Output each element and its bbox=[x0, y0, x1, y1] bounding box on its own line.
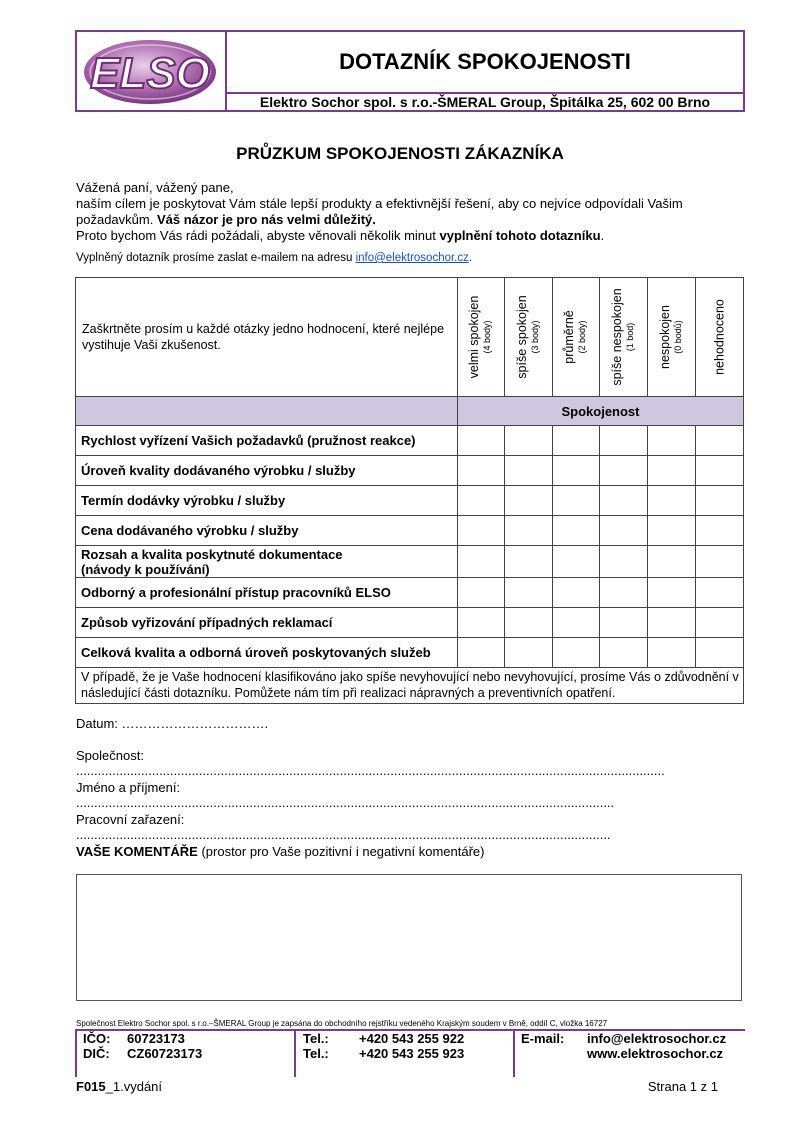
rating-cell[interactable] bbox=[505, 486, 553, 516]
position-field[interactable]: Pracovní zařazení: .................................................................................................................................................... bbox=[76, 812, 611, 842]
date-field[interactable] bbox=[76, 716, 268, 731]
rating-cell[interactable] bbox=[696, 516, 744, 546]
name-field[interactable]: Jméno a příjmení: ..................................................................................................................................................... bbox=[76, 780, 615, 810]
rating-cell[interactable] bbox=[553, 456, 600, 486]
question-text: Rozsah a kvalita poskytnuté dokumentace (návody k používání) bbox=[76, 546, 458, 578]
table-row bbox=[76, 516, 744, 546]
rating-cell[interactable] bbox=[458, 546, 505, 578]
question-text: Celková kvalita a odborná úroveň poskytovaných služeb bbox=[76, 638, 458, 668]
send-instructions: Vyplněný dotazník prosíme zaslat e-mailem na adresu info@elektrosochor.cz. bbox=[76, 252, 473, 264]
rating-cell[interactable] bbox=[648, 638, 696, 668]
rating-cell[interactable] bbox=[553, 578, 600, 608]
footer-separator bbox=[294, 1031, 296, 1077]
note-row bbox=[76, 668, 744, 704]
column-header: nespokojen (0 bodů) bbox=[648, 278, 696, 397]
question-text: Termín dodávky výrobku / služby bbox=[76, 486, 458, 516]
rating-cell[interactable] bbox=[553, 426, 600, 456]
rating-instruction: Zaškrtněte prosím u každé otázky jedno hodnocení, které nejlépe vystihuje Vaši zkušenost. bbox=[76, 278, 458, 397]
intro-line1: naším cílem je poskytovat Vám stále lepší produkty a efektivnější řešení, aby co nejvíce odpovídali Vašim bbox=[76, 196, 683, 211]
rating-cell[interactable] bbox=[600, 638, 648, 668]
table-row bbox=[76, 426, 744, 456]
rating-cell[interactable] bbox=[553, 486, 600, 516]
rating-cell[interactable] bbox=[600, 608, 648, 638]
rating-cell[interactable] bbox=[696, 638, 744, 668]
rating-cell[interactable] bbox=[505, 516, 553, 546]
page-number: Strana 1 z 1 bbox=[647, 1079, 718, 1094]
table-row bbox=[76, 608, 744, 638]
rating-cell[interactable] bbox=[600, 578, 648, 608]
rating-cell[interactable] bbox=[648, 546, 696, 578]
rating-cell[interactable] bbox=[458, 638, 505, 668]
comments-heading: VAŠE KOMENTÁŘE (prostor pro Vaše pozitivní i negativní komentáře) bbox=[76, 844, 485, 859]
rating-cell[interactable] bbox=[553, 608, 600, 638]
rating-cell[interactable] bbox=[600, 516, 648, 546]
column-header: velmi spokojen (4 body) bbox=[458, 278, 505, 397]
table-row bbox=[76, 546, 744, 578]
rating-table bbox=[75, 277, 744, 704]
rating-cell[interactable] bbox=[696, 546, 744, 578]
intro-emphasis: Váš názor je pro nás velmi důležitý. bbox=[156, 212, 376, 227]
rating-cell[interactable] bbox=[505, 546, 553, 578]
date-label: Datum: bbox=[76, 716, 118, 731]
rating-cell[interactable] bbox=[600, 456, 648, 486]
rating-cell[interactable] bbox=[696, 578, 744, 608]
rating-cell[interactable] bbox=[696, 426, 744, 456]
footer-contact bbox=[75, 1031, 745, 1077]
email-link[interactable]: info@elektrosochor.cz bbox=[355, 252, 469, 264]
rating-cell[interactable] bbox=[553, 638, 600, 668]
rating-cell[interactable] bbox=[458, 456, 505, 486]
question-text: Způsob vyřizování případných reklamací bbox=[76, 608, 458, 638]
logo-cell bbox=[77, 32, 227, 110]
question-text: Cena dodávaného výrobku / služby bbox=[76, 516, 458, 546]
rating-cell[interactable] bbox=[600, 426, 648, 456]
comments-textarea[interactable] bbox=[76, 874, 742, 1001]
company-field[interactable]: Společnost: ................................................................................................................................................................... bbox=[76, 748, 665, 778]
rating-cell[interactable] bbox=[648, 456, 696, 486]
footer-ids: IČO: 60723173 DIČ: CZ60723173 bbox=[83, 1031, 203, 1061]
rating-cell[interactable] bbox=[648, 426, 696, 456]
svg-text:ELSO: ELSO bbox=[90, 49, 210, 98]
footer-web: E-mail: info@elektrosochor.cz www.elektrosochor.cz bbox=[521, 1031, 727, 1061]
elso-logo bbox=[77, 32, 223, 110]
intro-paragraph bbox=[76, 180, 746, 244]
question-text: Úroveň kvality dodávaného výrobku / služby bbox=[76, 456, 458, 486]
justification-note: V případě, že je Vaše hodnocení klasifikováno jako spíše nevyhovující nebo nevyhovující, prosíme Vás o zdůvodnění v následující části dotazníku. Pomůžete nám tím při realizaci nápravných a preventivních opatření. bbox=[76, 668, 744, 704]
rating-cell[interactable] bbox=[600, 546, 648, 578]
company-address: Elektro Sochor spol. s r.o.-ŠMERAL Group, Špitálka 25, 602 00 Brno bbox=[259, 94, 711, 110]
table-row bbox=[76, 638, 744, 668]
rating-cell[interactable] bbox=[696, 456, 744, 486]
rating-cell[interactable] bbox=[505, 638, 553, 668]
name-label: Jméno a příjmení: bbox=[76, 780, 181, 795]
rating-cell[interactable] bbox=[505, 608, 553, 638]
question-text: Odborný a profesionální přístup pracovníků ELSO bbox=[76, 578, 458, 608]
table-row bbox=[76, 456, 744, 486]
rating-cell[interactable] bbox=[458, 426, 505, 456]
column-header: nehodnoceno bbox=[696, 278, 744, 397]
intro-line3: Proto bychom Vás rádi požádali, abyste věnovali několik minut vyplnění tohoto dotazníku. bbox=[76, 228, 605, 243]
rating-cell[interactable] bbox=[696, 486, 744, 516]
footer-phones: Tel.: +420 543 255 922 Tel.: +420 543 255 923 bbox=[303, 1031, 465, 1061]
column-header: spíše spokojen (3 body) bbox=[505, 278, 553, 397]
footer-website[interactable]: www.elektrosochor.cz bbox=[587, 1046, 724, 1061]
rating-cell[interactable] bbox=[458, 516, 505, 546]
rating-cell[interactable] bbox=[648, 486, 696, 516]
rating-cell[interactable] bbox=[505, 456, 553, 486]
intro-emphasis-2: vyplnění tohoto dotazníku bbox=[439, 228, 601, 243]
rating-cell[interactable] bbox=[553, 516, 600, 546]
document-title: DOTAZNÍK SPOKOJENOSTI bbox=[227, 32, 743, 94]
rating-cell[interactable] bbox=[458, 608, 505, 638]
satisfaction-label: Spokojenost bbox=[458, 397, 744, 426]
registration-note: Společnost Elektro Sochor spol. s r.o.–ŠMERAL Group je zapsána do obchodního rejstříku vedeného Krajským soudem v Brně, oddíl C, vložka 16727 bbox=[76, 1019, 608, 1028]
date-dots: ……………………………. bbox=[121, 716, 269, 731]
rating-cell[interactable] bbox=[458, 578, 505, 608]
column-header: spíše nespokojen (1 bod) bbox=[600, 278, 648, 397]
rating-cell[interactable] bbox=[553, 546, 600, 578]
footer-email[interactable]: info@elektrosochor.cz bbox=[587, 1031, 727, 1046]
document-header bbox=[75, 30, 745, 112]
column-header: průměrně (2 body) bbox=[553, 278, 600, 397]
position-label: Pracovní zařazení: bbox=[76, 812, 185, 827]
satisfaction-section-row bbox=[76, 397, 744, 426]
footer-separator bbox=[75, 1031, 77, 1077]
intro-greeting: Vážená paní, vážený pane, bbox=[76, 180, 234, 195]
question-text: Rychlost vyřízení Vašich požadavků (pružnost reakce) bbox=[76, 426, 458, 456]
footer-separator bbox=[513, 1031, 515, 1077]
company-label: Společnost: bbox=[76, 748, 144, 763]
rating-cell[interactable] bbox=[458, 486, 505, 516]
rating-cell[interactable] bbox=[696, 608, 744, 638]
survey-title: PRŮZKUM SPOKOJENOSTI ZÁKAZNÍKA bbox=[236, 144, 564, 163]
rating-cell[interactable] bbox=[600, 486, 648, 516]
table-row bbox=[76, 486, 744, 516]
rating-cell[interactable] bbox=[648, 516, 696, 546]
rating-cell[interactable] bbox=[505, 578, 553, 608]
rating-cell[interactable] bbox=[505, 426, 553, 456]
table-row bbox=[76, 578, 744, 608]
table-header-row bbox=[76, 278, 744, 397]
document-code: F015_1.vydání bbox=[76, 1079, 163, 1094]
rating-cell[interactable] bbox=[648, 608, 696, 638]
rating-cell[interactable] bbox=[648, 578, 696, 608]
intro-line2: požadavkům. Váš názor je pro nás velmi důležitý. bbox=[76, 212, 376, 227]
